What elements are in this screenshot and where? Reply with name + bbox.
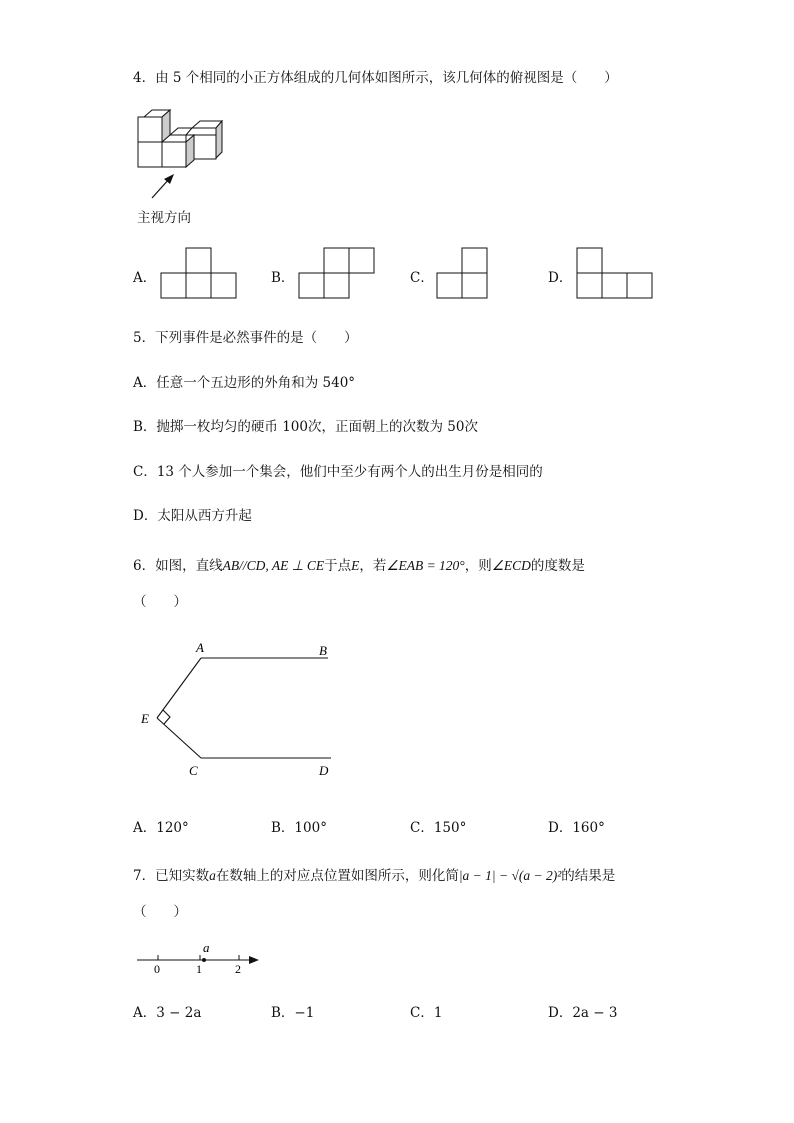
q5-option-c: C．13 个人参加一个集会，他们中至少有两个人的出生月份是相同的 — [133, 464, 543, 480]
q5-stem: 5．下列事件是必然事件的是（ ） — [133, 330, 358, 346]
label-c: C — [189, 763, 198, 778]
q4-option-d-figure — [576, 247, 656, 301]
q6-option-a: A．120° — [133, 820, 189, 836]
q4-option-c-figure — [436, 247, 492, 301]
direction-arrow — [148, 172, 178, 202]
axis-point-label: a — [203, 940, 210, 955]
q4-option-b-figure — [298, 247, 378, 301]
q7-paren: （ ） — [133, 904, 187, 920]
q6-stem-prefix: 6．如图，直线 — [133, 558, 223, 574]
q6-option-b: B．100° — [271, 820, 327, 836]
q5-option-a: A．任意一个五边形的外角和为 540° — [133, 375, 356, 391]
q4-stem: 4．由 5 个相同的小正方体组成的几何体如图所示，该几何体的俯视图是（ ） — [133, 70, 618, 86]
q7-option-b: B．−1 — [271, 1005, 315, 1021]
q6-geometry-figure — [135, 635, 345, 785]
label-a: A — [196, 640, 204, 655]
q4-option-a-label: A． — [133, 270, 157, 286]
q6-stem-mid3: ，则 — [464, 558, 492, 574]
label-d: D — [319, 763, 329, 778]
label-b: B — [319, 643, 327, 658]
q4-option-c-label: C． — [410, 270, 434, 286]
q6-stem-mid: 于点 — [324, 558, 352, 574]
q7-stem-expr: |a − 1| − √(a − 2)² — [458, 868, 562, 883]
q6-stem-angle2: ∠ECD — [491, 558, 531, 573]
q7-stem — [133, 864, 615, 884]
q4-option-d-label: D． — [548, 270, 573, 286]
axis-tick-2: 2 — [235, 962, 241, 976]
q5-option-b: B．抛掷一枚均匀的硬币 100次，正面朝上的次数为 50次 — [133, 419, 478, 435]
number-line-figure — [135, 938, 265, 978]
q7-stem-var: a — [209, 868, 216, 883]
q6-stem — [133, 554, 585, 574]
q7-option-c: C．1 — [410, 1005, 443, 1021]
q6-stem-mid2: ，若 — [359, 558, 387, 574]
q6-option-c: C．150° — [410, 820, 467, 836]
q7-stem-prefix: 7．已知实数 — [133, 868, 210, 884]
direction-label: 主视方向 — [137, 210, 191, 226]
q6-option-d: D．160° — [548, 820, 605, 836]
q6-stem-math: AB//CD, AE ⊥ CE — [222, 558, 325, 573]
q4-option-b-label: B． — [271, 270, 295, 286]
q4-option-a-figure — [160, 247, 240, 301]
axis-tick-0: 0 — [154, 962, 160, 976]
q7-stem-suffix: 的结果是 — [561, 868, 616, 884]
q6-paren: （ ） — [133, 594, 187, 610]
q6-stem-angle: ∠EAB = 120° — [386, 558, 465, 573]
q7-option-a: A．3 − 2a — [133, 1005, 202, 1021]
q4-solid-figure — [130, 108, 240, 178]
q5-option-d: D．太阳从西方升起 — [133, 508, 252, 524]
q6-stem-point: E — [351, 558, 360, 573]
q6-stem-suffix: 的度数是 — [530, 558, 585, 574]
axis-tick-1: 1 — [196, 962, 202, 976]
q7-stem-mid: 在数轴上的对应点位置如图所示，则化简 — [215, 868, 459, 884]
label-e: E — [141, 711, 149, 726]
q7-option-d: D．2a − 3 — [548, 1005, 618, 1021]
